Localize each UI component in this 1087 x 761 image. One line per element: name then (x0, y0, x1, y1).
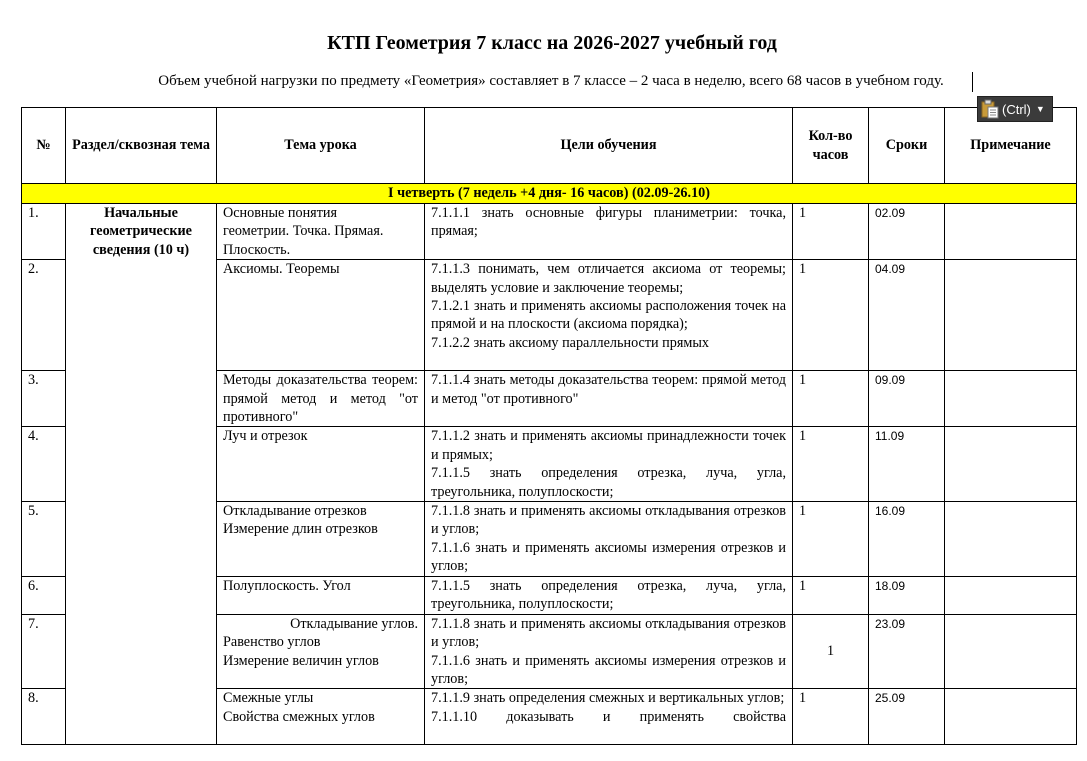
header-topic: Тема урока (217, 108, 425, 184)
date-cell: 25.09 (869, 689, 945, 745)
paste-options-button[interactable] (977, 96, 1053, 122)
notes-cell (945, 689, 1077, 745)
table-header-row (22, 108, 1077, 184)
table-row (22, 204, 1077, 260)
header-hours: Кол-во часов (793, 108, 869, 184)
topic-cell (217, 614, 425, 689)
quarter-row (22, 184, 1077, 204)
date-cell: 11.09 (869, 427, 945, 502)
topic-line: Откладывание отрезков (223, 503, 367, 520)
row-num: 4. (22, 427, 66, 502)
date-cell: 16.09 (869, 502, 945, 577)
notes-cell (945, 502, 1077, 577)
goal-text: 7.1.1.2 знать и применять аксиомы принадлежности точек и прямых; (431, 428, 786, 463)
topic-line: геометрии. Точка. Прямая. (223, 223, 384, 240)
header-notes: Примечание (945, 108, 1077, 184)
section-cell: Начальные геометрические сведения (10 ч) (66, 204, 217, 745)
goal-text: 7.1.2.2 знать аксиому параллельности прямых (431, 334, 709, 351)
goal-text: 7.1.1.4 знать методы доказательства теорем: прямой метод и метод "от противного" (431, 372, 786, 407)
header-section: Раздел/сквозная тема (66, 108, 217, 184)
goal-text: 7.1.1.6 знать и применять аксиомы измерения отрезков и углов; (431, 652, 786, 687)
topic-line: Откладывание углов. (290, 615, 418, 632)
goal-text: 7.1.1.1 знать основные фигуры планиметрии: точка, прямая; (431, 205, 786, 240)
goal-text: 7.1.2.1 знать и применять аксиомы расположения точек на прямой и на плоскости (аксиома порядка); (431, 298, 786, 333)
text-cursor (972, 72, 973, 92)
goal-text: 7.1.1.8 знать и применять аксиомы откладывания отрезков и углов; (431, 615, 786, 651)
goals-cell (425, 614, 793, 689)
ktp-table (21, 107, 1077, 745)
quarter-label: I четверть (7 недель +4 дня- 16 часов) (02.09-26.10) (22, 184, 1077, 204)
chevron-down-icon: ▼ (1035, 104, 1045, 114)
topic-line: Измерение длин отрезков (223, 521, 378, 538)
goal-text: 7.1.1.3 понимать, чем отличается аксиома от теоремы; выделять условие и заключение теоремы; (431, 261, 786, 296)
hours-cell: 1 (793, 371, 869, 427)
goal-text: 7.1.1.10 доказывать и применять свойства (431, 708, 786, 725)
date-cell: 18.09 (869, 576, 945, 614)
row-num: 8. (22, 689, 66, 745)
notes-cell (945, 371, 1077, 427)
goals-cell (425, 260, 793, 371)
topic-cell (217, 576, 425, 614)
paste-options-label: (Ctrl) (1002, 101, 1031, 117)
topic-line: Равенство углов (223, 634, 321, 651)
hours-cell: 1 (793, 204, 869, 260)
row-num: 1. (22, 204, 66, 260)
goals-cell (425, 502, 793, 577)
topic-line: Свойства смежных углов (223, 708, 375, 725)
notes-cell (945, 576, 1077, 614)
row-num: 6. (22, 576, 66, 614)
topic-line: Смежные углы (223, 690, 314, 707)
goal-text: 7.1.1.9 знать определения смежных и вертикальных углов; (431, 690, 785, 707)
document-title: КТП Геометрия 7 класс на 2026-2027 учебный год (327, 32, 777, 54)
date-cell: 02.09 (869, 204, 945, 260)
topic-line: Измерение величин углов (223, 652, 379, 669)
document-subtitle: Объем учебной нагрузки по предмету «Геометрия» составляет в 7 классе – 2 часа в неделю, всего 68 часов в учебном году. (158, 73, 944, 89)
notes-cell (945, 204, 1077, 260)
header-dates: Сроки (869, 108, 945, 184)
topic-line: Плоскость. (223, 241, 291, 258)
row-num: 5. (22, 502, 66, 577)
topic-cell (217, 689, 425, 745)
topic-line: Полуплоскость. Угол (223, 577, 351, 594)
header-num: № (22, 108, 66, 184)
date-cell: 09.09 (869, 371, 945, 427)
hours-cell: 1 (793, 502, 869, 577)
hours-cell: 1 (793, 614, 869, 689)
topic-line: Луч и отрезок (223, 428, 308, 445)
date-cell: 04.09 (869, 260, 945, 371)
topic-cell (217, 371, 425, 427)
topic-line: Аксиомы. Теоремы (223, 261, 340, 278)
header-goals: Цели обучения (425, 108, 793, 184)
goals-cell (425, 427, 793, 502)
row-num: 3. (22, 371, 66, 427)
topic-cell (217, 204, 425, 260)
goals-cell (425, 576, 793, 614)
goal-text: 7.1.1.8 знать и применять аксиомы откладывания отрезков и углов; (431, 503, 786, 538)
goals-cell (425, 689, 793, 745)
clipboard-icon (981, 99, 999, 119)
date-cell: 23.09 (869, 614, 945, 689)
hours-cell: 1 (793, 689, 869, 745)
topic-cell (217, 260, 425, 371)
topic-line: Основные понятия (223, 205, 338, 221)
notes-cell (945, 614, 1077, 689)
hours-cell: 1 (793, 576, 869, 614)
hours-cell: 1 (793, 260, 869, 371)
hours-cell: 1 (793, 427, 869, 502)
notes-cell (945, 260, 1077, 371)
notes-cell (945, 427, 1077, 502)
goal-text: 7.1.1.5 знать определения отрезка, луча, угла, треугольника, полуплоскости; (431, 577, 786, 613)
row-num: 7. (22, 614, 66, 689)
goals-cell (425, 371, 793, 427)
topic-cell (217, 427, 425, 502)
goal-text: 7.1.1.6 знать и применять аксиомы измерения отрезков и углов; (431, 539, 786, 575)
topic-cell (217, 502, 425, 577)
goal-text: 7.1.1.5 знать определения отрезка, луча, угла, треугольника, полуплоскости; (431, 465, 786, 500)
topic-line: Методы доказательства теорем: прямой метод и метод "от противного" (223, 372, 418, 426)
row-num: 2. (22, 260, 66, 371)
goals-cell (425, 204, 793, 260)
